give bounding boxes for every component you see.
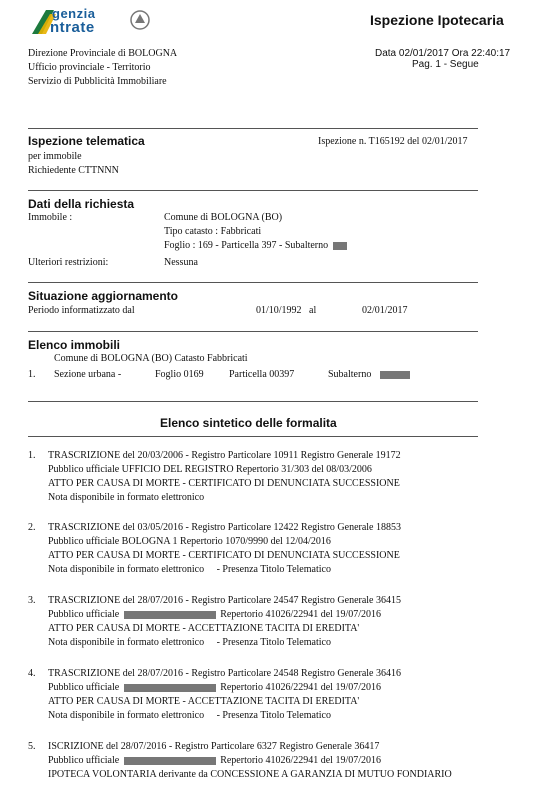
document-title: Ispezione Ipotecaria xyxy=(370,12,504,28)
repertorio-text: Repertorio 41026/22941 del 19/07/2016 xyxy=(220,682,382,693)
foglio-text: Foglio : 169 - Particella 397 - Subalterno xyxy=(164,240,329,251)
situazione-title: Situazione aggiornamento xyxy=(28,289,179,303)
item-line-2 xyxy=(48,609,381,620)
redaction-block xyxy=(124,757,216,765)
office-line-1: Direzione Provinciale di BOLOGNA xyxy=(28,48,178,59)
page-number: Pag. 1 - Segue xyxy=(412,59,479,70)
pubblico-ufficiale-label: Pubblico ufficiale xyxy=(48,609,120,620)
divider xyxy=(28,282,478,283)
item-number: 4. xyxy=(28,668,36,679)
redaction-block xyxy=(333,242,347,250)
repertorio-text: Repertorio 41026/22941 del 19/07/2016 xyxy=(220,609,382,620)
ulteriori-label: Ulteriori restrizioni: xyxy=(28,257,109,268)
ispezione-number: Ispezione n. T165192 del 02/01/2017 xyxy=(318,136,468,147)
periodo-from: 01/10/1992 xyxy=(256,305,302,316)
immobile-tipo: Tipo catasto : Fabbricati xyxy=(164,226,262,237)
divider xyxy=(28,436,478,437)
agenzia-entrate-logo: genzia ntrate xyxy=(28,4,153,38)
item-line-4: Nota disponibile in formato elettronico - Presenza Titolo Telematico xyxy=(48,710,331,721)
item-line-3: ATTO PER CAUSA DI MORTE - ACCETTAZIONE TACITA DI EREDITA' xyxy=(48,623,360,634)
item-line-2: Pubblico ufficiale BOLOGNA 1 Repertorio 1070/9990 del 12/04/2016 xyxy=(48,536,331,547)
subalterno-label: Subalterno xyxy=(328,369,372,380)
immobili-subalterno xyxy=(328,369,410,380)
periodo-al: al xyxy=(309,305,317,316)
redaction-block xyxy=(380,371,410,379)
item-number: 2. xyxy=(28,522,36,533)
item-line-3: ATTO PER CAUSA DI MORTE - ACCETTAZIONE TACITA DI EREDITA' xyxy=(48,696,360,707)
immobile-comune: Comune di BOLOGNA (BO) xyxy=(164,212,283,223)
immobili-sezione: Sezione urbana - xyxy=(54,369,122,380)
divider xyxy=(28,128,478,129)
elenco-immobili-title: Elenco immobili xyxy=(28,338,121,352)
item-line-4: Nota disponibile in formato elettronico - Presenza Titolo Telematico xyxy=(48,637,331,648)
item-line-1: TRASCRIZIONE del 03/05/2016 - Registro Particolare 12422 Registro Generale 18853 xyxy=(48,522,401,533)
immobile-foglio xyxy=(164,240,347,251)
ispezione-title: Ispezione telematica xyxy=(28,134,145,148)
item-line-3: IPOTECA VOLONTARIA derivante da CONCESSIONE A GARANZIA DI MUTUO FONDIARIO xyxy=(48,769,452,780)
date-time: Data 02/01/2017 Ora 22:40:17 xyxy=(375,48,511,59)
pubblico-ufficiale-label: Pubblico ufficiale xyxy=(48,682,120,693)
ispezione-per: per immobile xyxy=(28,151,82,162)
office-line-3: Servizio di Pubblicità Immobiliare xyxy=(28,76,167,87)
item-line-3: ATTO PER CAUSA DI MORTE - CERTIFICATO DI DENUNCIATA SUCCESSIONE xyxy=(48,550,400,561)
immobili-particella: Particella 00397 xyxy=(229,369,295,380)
richiesta-title: Dati della richiesta xyxy=(28,197,135,211)
divider xyxy=(28,401,478,402)
item-line-1: TRASCRIZIONE del 28/07/2016 - Registro Particolare 24548 Registro Generale 36416 xyxy=(48,668,401,679)
immobili-foglio: Foglio 0169 xyxy=(155,369,204,380)
office-line-2: Ufficio provinciale - Territorio xyxy=(28,62,151,73)
redaction-block xyxy=(124,684,216,692)
item-line-4: Nota disponibile in formato elettronico - Presenza Titolo Telematico xyxy=(48,564,331,575)
richiedente: Richiedente CTTNNN xyxy=(28,165,119,176)
periodo-label: Periodo informatizzato dal xyxy=(28,305,135,316)
item-number: 3. xyxy=(28,595,36,606)
item-line-1: ISCRIZIONE del 28/07/2016 - Registro Particolare 6327 Registro Generale 36417 xyxy=(48,741,380,752)
item-line-3: ATTO PER CAUSA DI MORTE - CERTIFICATO DI DENUNCIATA SUCCESSIONE xyxy=(48,478,400,489)
item-line-2 xyxy=(48,682,381,693)
repertorio-text: Repertorio 41026/22941 del 19/07/2016 xyxy=(220,755,382,766)
immobili-num: 1. xyxy=(28,369,36,380)
ulteriori-value: Nessuna xyxy=(164,257,198,268)
formalita-title: Elenco sintetico delle formalita xyxy=(160,416,337,430)
item-line-1: TRASCRIZIONE del 20/03/2006 - Registro Particolare 10911 Registro Generale 19172 xyxy=(48,450,401,461)
immobili-comune: Comune di BOLOGNA (BO) Catasto Fabbricati xyxy=(54,353,248,364)
redaction-block xyxy=(124,611,216,619)
periodo-to: 02/01/2017 xyxy=(362,305,408,316)
pubblico-ufficiale-label: Pubblico ufficiale xyxy=(48,755,120,766)
divider xyxy=(28,190,478,191)
item-number: 5. xyxy=(28,741,36,752)
divider xyxy=(28,331,478,332)
immobile-label: Immobile : xyxy=(28,212,73,223)
item-line-4: Nota disponibile in formato elettronico xyxy=(48,492,205,503)
item-line-2: Pubblico ufficiale UFFICIO DEL REGISTRO Repertorio 31/303 del 08/03/2006 xyxy=(48,464,372,475)
item-line-2 xyxy=(48,755,381,766)
item-line-1: TRASCRIZIONE del 28/07/2016 - Registro Particolare 24547 Registro Generale 36415 xyxy=(48,595,401,606)
item-number: 1. xyxy=(28,450,36,461)
